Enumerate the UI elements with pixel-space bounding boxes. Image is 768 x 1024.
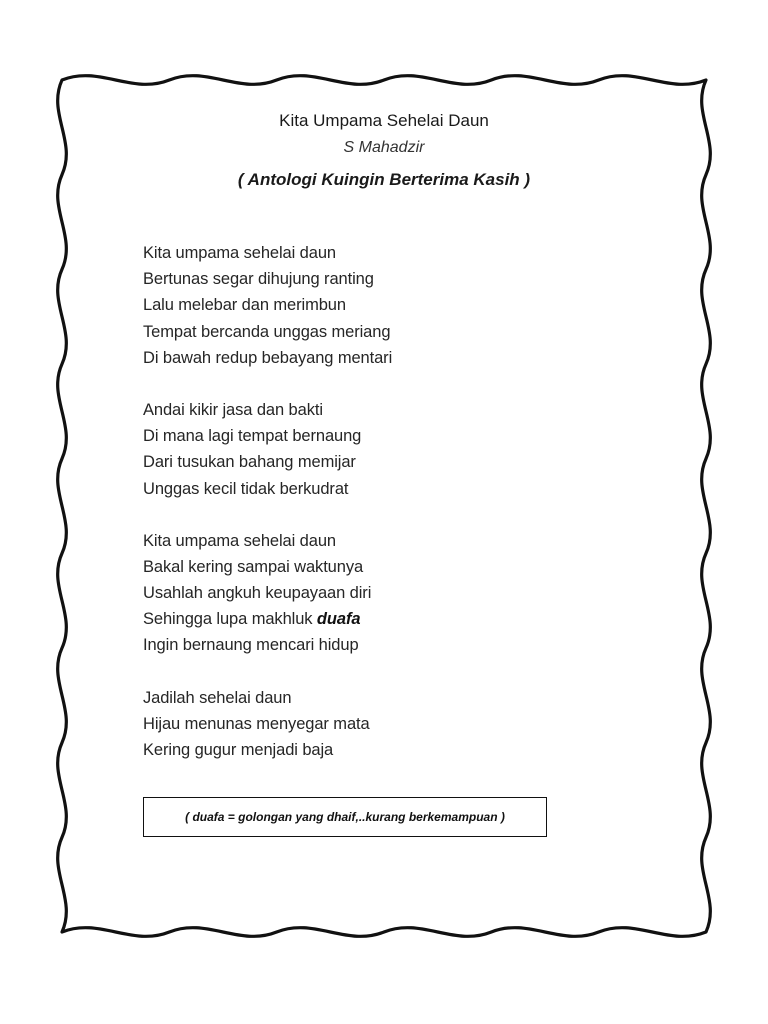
poem-line: Ingin bernaung mencari hidup bbox=[143, 636, 359, 655]
footnote-box bbox=[143, 797, 547, 837]
poem-line: Kering gugur menjadi baja bbox=[143, 741, 334, 759]
stanza-1 bbox=[143, 240, 563, 371]
footnote-text: ( duafa = golongan yang dhaif,..kurang berkemampuan ) bbox=[185, 810, 505, 824]
poem-source: ( Antologi Kuingin Berterima Kasih ) bbox=[237, 170, 531, 189]
emphasized-word: duafa bbox=[316, 610, 361, 629]
poem-author: S Mahadzir bbox=[343, 139, 425, 156]
poem-line: Tempat bercanda unggas meriang bbox=[143, 322, 391, 341]
poem-line: Usahlah angkuh keupayaan diri bbox=[143, 584, 372, 603]
poem-line: Andai kikir jasa dan bakti bbox=[143, 400, 323, 419]
stanza-3 bbox=[143, 528, 563, 659]
poem-line-text: Sehingga lupa makhluk bbox=[143, 610, 317, 629]
poem-line: Hijau menunas menyegar mata bbox=[143, 714, 370, 733]
poem-line: Kita umpama sehelai daun bbox=[143, 531, 336, 550]
poem-line: Jadilah sehelai daun bbox=[143, 688, 292, 707]
stanza-2 bbox=[143, 397, 563, 502]
poem-line: Dari tusukan bahang memijar bbox=[143, 453, 356, 472]
poem-line: Bertunas segar dihujung ranting bbox=[143, 270, 374, 289]
poem-line bbox=[143, 606, 563, 632]
poem-line: Unggas kecil tidak berkudrat bbox=[143, 479, 349, 498]
stanza-4 bbox=[143, 685, 563, 764]
poem-line: Di mana lagi tempat bernaung bbox=[143, 427, 362, 446]
poem-line: Kita umpama sehelai daun bbox=[143, 244, 336, 262]
poem-line: Bakal kering sampai waktunya bbox=[143, 557, 364, 576]
poem-body bbox=[143, 240, 563, 789]
poem-line: Di bawah redup bebayang mentari bbox=[143, 348, 393, 367]
poem-line: Lalu melebar dan merimbun bbox=[143, 296, 346, 315]
poem-title: Kita Umpama Sehelai Daun bbox=[279, 111, 489, 130]
